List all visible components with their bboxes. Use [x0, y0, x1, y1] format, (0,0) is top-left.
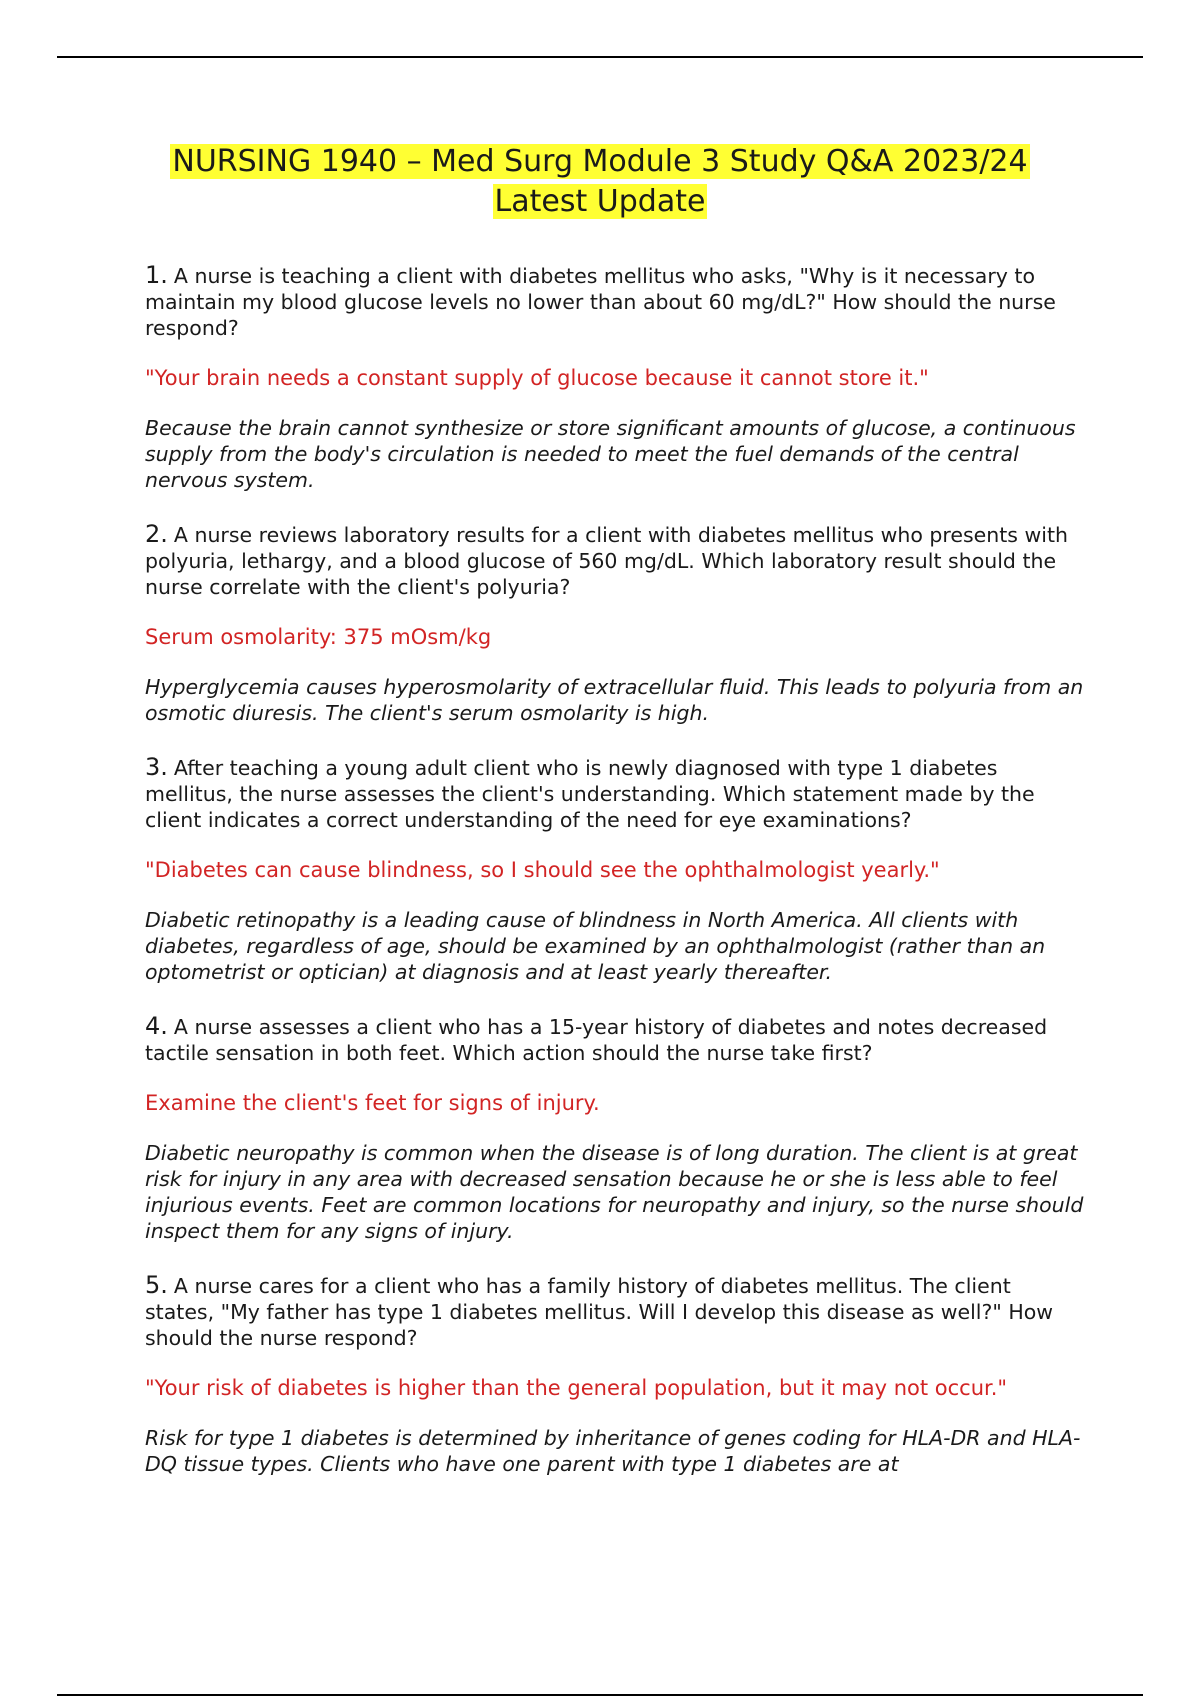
question-number: 3.	[145, 753, 168, 781]
qa-item-4	[145, 1013, 1085, 1244]
question-1	[145, 262, 1085, 341]
question-text: A nurse cares for a client who has a family history of diabetes mellitus. The client states, "My father has type 1 diabetes mellitus. Will I develop this disease as well?" How should the nurse respond?	[145, 1274, 1054, 1350]
answer-3: "Diabetes can cause blindness, so I should see the ophthalmologist yearly."	[145, 858, 940, 882]
qa-item-5	[145, 1272, 1085, 1477]
rationale-2: Hyperglycemia causes hyperosmolarity of extracellular fluid. This leads to polyuria from an osmotic diuresis. The client's serum osmolarity is high.	[145, 675, 1084, 725]
page-title	[100, 142, 1100, 222]
question-number: 4.	[145, 1012, 168, 1040]
answer-4: Examine the client's feet for signs of injury.	[145, 1091, 600, 1115]
qa-item-3	[145, 754, 1085, 985]
qa-item-2	[145, 521, 1085, 726]
question-text: After teaching a young adult client who is newly diagnosed with type 1 diabetes mellitus, the nurse assesses the client's understanding. Which statement made by the client indicates a correct understanding of the need for eye examinations?	[145, 756, 1035, 832]
question-number: 5.	[145, 1271, 168, 1299]
bottom-rule	[57, 1694, 1143, 1696]
qa-list	[145, 262, 1085, 1505]
answer-5: "Your risk of diabetes is higher than the general population, but it may not occur."	[145, 1376, 1008, 1400]
question-text: A nurse reviews laboratory results for a client with diabetes mellitus who presents with polyuria, lethargy, and a blood glucose of 560 mg/dL. Which laboratory result should the nurse correlate with the client's polyuria?	[145, 523, 1068, 599]
answer-1: "Your brain needs a constant supply of glucose because it cannot store it."	[145, 366, 929, 390]
rationale-3: Diabetic retinopathy is a leading cause of blindness in North America. All clients with diabetes, regardless of age, should be examined by an ophthalmologist (rather than an optometrist or optician) at diagnosis and at least yearly thereafter.	[145, 908, 1046, 984]
top-rule	[57, 56, 1143, 58]
question-4	[145, 1013, 1085, 1066]
question-text: A nurse is teaching a client with diabetes mellitus who asks, "Why is it necessary to maintain my blood glucose levels no lower than about 60 mg/dL?" How should the nurse respond?	[145, 264, 1056, 340]
question-number: 2.	[145, 520, 168, 548]
question-number: 1.	[145, 261, 168, 289]
answer-2: Serum osmolarity: 375 mOsm/kg	[145, 625, 492, 649]
question-2	[145, 521, 1085, 600]
title-line-1: NURSING 1940 – Med Surg Module 3 Study Q&A 2023/24	[172, 144, 1028, 179]
title-line-2: Latest Update	[494, 184, 706, 219]
question-text: A nurse assesses a client who has a 15-year history of diabetes and notes decreased tactile sensation in both feet. Which action should the nurse take first?	[145, 1015, 1048, 1065]
qa-item-1	[145, 262, 1085, 493]
question-5	[145, 1272, 1085, 1351]
question-3	[145, 754, 1085, 833]
rationale-5: Risk for type 1 diabetes is determined by inheritance of genes coding for HLA-DR and HLA-DQ tissue types. Clients who have one parent with type 1 diabetes are at	[145, 1426, 1081, 1476]
rationale-1: Because the brain cannot synthesize or store significant amounts of glucose, a continuous supply from the body's circulation is needed to meet the fuel demands of the central nervous system.	[145, 416, 1076, 492]
rationale-4: Diabetic neuropathy is common when the disease is of long duration. The client is at great risk for injury in any area with decreased sensation because he or she is less able to feel injurious events. Feet are common locations for neuropathy and injury, so the nurse should inspect them for any signs of injury.	[145, 1141, 1084, 1243]
